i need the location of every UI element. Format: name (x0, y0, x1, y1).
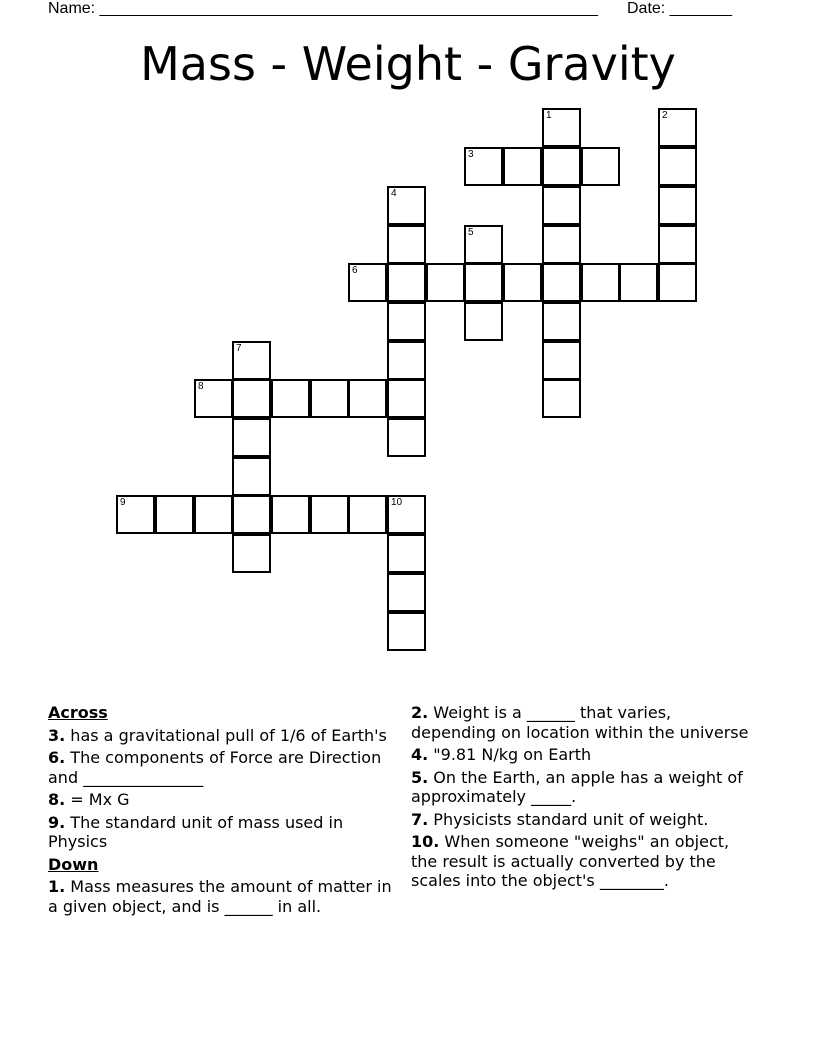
clue-text: The components of Force are Direction and _______________ (48, 748, 382, 787)
crossword-cell[interactable] (387, 225, 426, 264)
crossword-cell[interactable] (232, 341, 271, 380)
crossword-cell[interactable] (658, 263, 697, 302)
clue-text: Physicists standard unit of weight. (428, 809, 709, 829)
clue-down-4 (411, 745, 756, 765)
crossword-cell[interactable] (348, 495, 387, 534)
crossword-cell[interactable] (658, 108, 697, 147)
cell-number: 8 (198, 381, 204, 392)
cell-number: 6 (352, 265, 358, 276)
crossword-cell[interactable] (271, 379, 310, 418)
clue-text: "9.81 N/kg on Earth (428, 745, 592, 764)
clue-down-1 (48, 877, 393, 916)
crossword-cell[interactable] (232, 495, 271, 534)
clue-down-2 (411, 703, 756, 742)
crossword-cell[interactable] (232, 418, 271, 457)
across-heading: Across (48, 703, 108, 722)
crossword-cell[interactable] (155, 495, 194, 534)
crossword-cell[interactable] (387, 186, 426, 225)
clue-text: Mass measures the amount of matter in a given object, and is ______ in all. (48, 877, 392, 916)
clue-text: On the Earth, an apple has a weight of approximately _____. (411, 767, 743, 806)
cell-number: 1 (546, 110, 552, 121)
clue-number: 1. (48, 877, 66, 896)
clue-number: 10. (411, 832, 440, 851)
crossword-cell[interactable] (542, 302, 581, 341)
crossword-cell[interactable] (619, 263, 658, 302)
clue-text: The standard unit of mass used in Physics (48, 812, 344, 851)
crossword-cell[interactable] (542, 263, 581, 302)
crossword-cell[interactable] (542, 341, 581, 380)
cell-number: 5 (468, 227, 474, 238)
crossword-cell[interactable] (542, 225, 581, 264)
clue-text: has a gravitational pull of 1/6 of Earth's (65, 725, 387, 745)
crossword-cell[interactable] (387, 341, 426, 380)
cell-number: 3 (468, 149, 474, 160)
clue-down-7 (411, 810, 756, 830)
crossword-cell[interactable] (464, 302, 503, 341)
clue-number: 4. (411, 745, 429, 764)
down-heading: Down (48, 854, 99, 874)
crossword-cell[interactable] (387, 573, 426, 612)
crossword-cell[interactable] (658, 225, 697, 264)
clue-number: 7. (411, 809, 429, 829)
crossword-cell[interactable] (542, 186, 581, 225)
clue-across-6 (48, 748, 393, 787)
clue-number: 9. (48, 812, 66, 832)
cell-number: 2 (662, 110, 668, 121)
page-title: Mass - Weight - Gravity (140, 37, 676, 91)
crossword-cell[interactable] (232, 379, 271, 418)
crossword-cell[interactable] (542, 108, 581, 147)
clue-text: = Mx G (65, 790, 130, 809)
crossword-cell[interactable] (658, 186, 697, 225)
crossword-cell[interactable] (194, 495, 233, 534)
crossword-cell[interactable] (387, 379, 426, 418)
clue-text: Weight is a ______ that varies, depending on location within the universe (411, 703, 749, 742)
date-field[interactable]: Date: _______ (627, 0, 732, 17)
clue-number: 2. (411, 703, 429, 722)
cell-number: 4 (391, 188, 397, 199)
crossword-cell[interactable] (426, 263, 465, 302)
clue-number: 6. (48, 748, 66, 767)
name-field[interactable]: Name: ________________________________________________________ (48, 0, 598, 17)
clue-down-10 (411, 832, 756, 891)
crossword-cell[interactable] (464, 263, 503, 302)
clues-column-left (48, 703, 393, 919)
crossword-cell[interactable] (542, 147, 581, 186)
crossword-cell[interactable] (271, 495, 310, 534)
crossword-cell[interactable] (542, 379, 581, 418)
crossword-cell[interactable] (387, 263, 426, 302)
crossword-cell[interactable] (464, 225, 503, 264)
cell-number: 10 (391, 497, 403, 508)
crossword-cell[interactable] (387, 418, 426, 457)
crossword-cell[interactable] (116, 495, 155, 534)
clue-number: 3. (48, 725, 66, 745)
crossword-cell[interactable] (658, 147, 697, 186)
crossword-cell[interactable] (194, 379, 233, 418)
crossword-cell[interactable] (387, 534, 426, 573)
crossword-cell[interactable] (581, 263, 620, 302)
crossword-cell[interactable] (387, 495, 426, 534)
clue-across-8 (48, 790, 393, 810)
crossword-cell[interactable] (348, 379, 387, 418)
crossword-cell[interactable] (581, 147, 620, 186)
clue-across-3 (48, 726, 393, 746)
crossword-cell[interactable] (232, 534, 271, 573)
clue-text: When someone "weighs" an object, the result is actually converted by the scales into the object's ________. (411, 832, 730, 890)
clue-down-5 (411, 768, 756, 807)
crossword-cell[interactable] (310, 379, 349, 418)
clue-across-9 (48, 813, 393, 852)
crossword-cell[interactable] (348, 263, 387, 302)
crossword-cell[interactable] (503, 263, 542, 302)
crossword-cell[interactable] (503, 147, 542, 186)
clue-number: 5. (411, 767, 429, 787)
crossword-cell[interactable] (310, 495, 349, 534)
crossword-cell[interactable] (464, 147, 503, 186)
cell-number: 7 (236, 343, 242, 354)
cell-number: 9 (120, 497, 126, 508)
crossword-cell[interactable] (387, 302, 426, 341)
crossword-cell[interactable] (387, 612, 426, 651)
clues-column-right (411, 703, 756, 894)
crossword-cell[interactable] (232, 457, 271, 496)
clue-number: 8. (48, 790, 66, 809)
